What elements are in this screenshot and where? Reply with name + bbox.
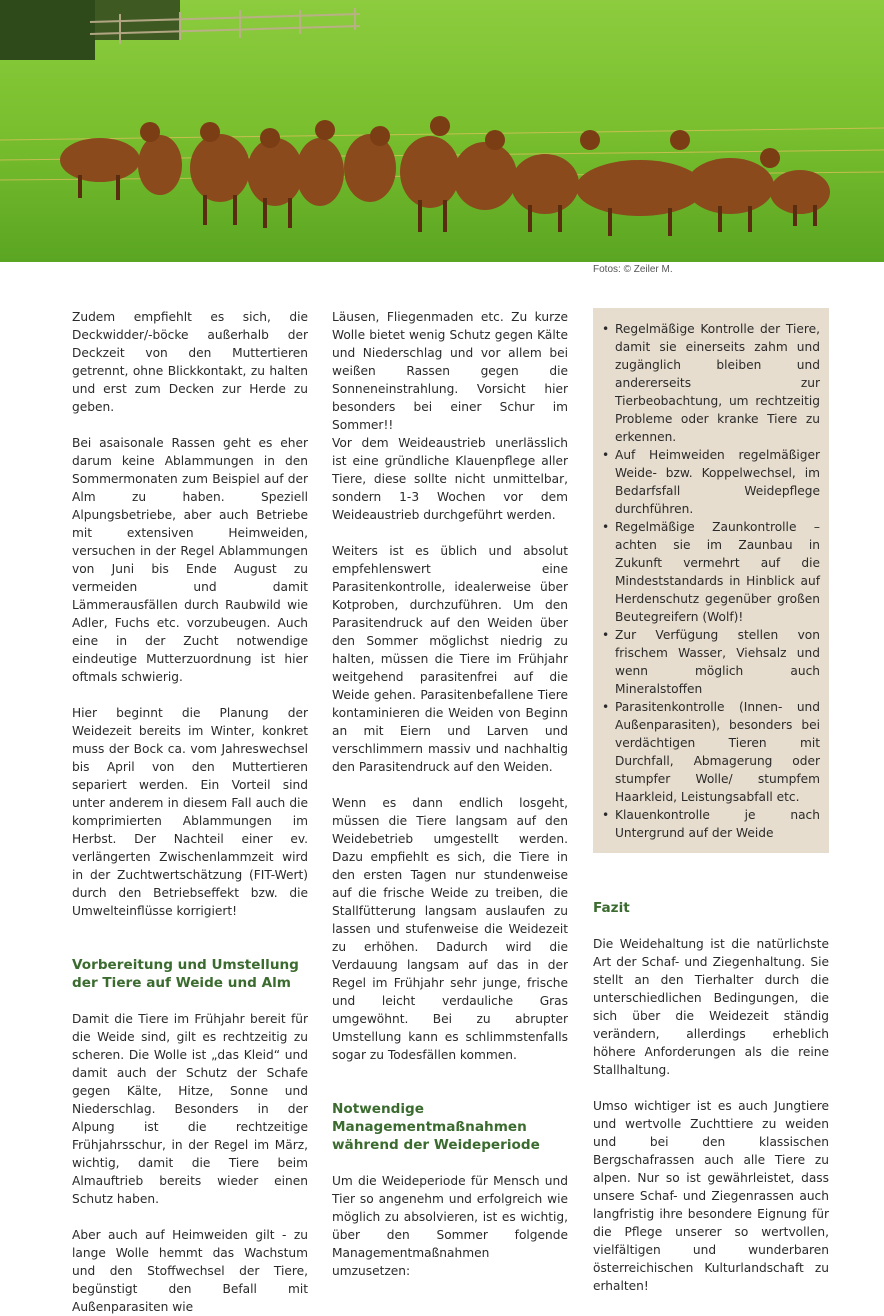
paragraph: Weiters ist es üblich und absolut empfehlenswert eine Parasitenkontrolle, idealerweise über Kotproben, durchzuführen. Um den Parasitendruck auf den Weiden über den Sommer möglichst niedrig zu halten, müssen die Tiere im Frühjahr weitgehend parasitenfrei auf die Weide gehen. Parasitenbefallene Tiere kontaminieren die Weiden von Beginn an mit Eiern und Larven und verschlimmern massiv und nachhaltig den Parasitendruck auf den Weiden. bbox=[332, 544, 568, 774]
photo-credit: Fotos: © Zeiler M. bbox=[593, 264, 673, 275]
list-item: • Zur Verfügung stellen von frischem Wasser, Viehsalz und wenn möglich auch Mineralstoffen bbox=[601, 626, 820, 698]
list-item: • Regelmäßige Zaunkontrolle – achten sie im Zaunbau in Zukunft vermehrt auf die Mindeststandards in Hinblick auf Herdenschutz gegenüber großen Beutegreifern (Wolf)! bbox=[601, 518, 820, 626]
header-photo-goats-on-pasture bbox=[0, 0, 884, 262]
paragraph: Zudem empfiehlt es sich, die Deckwidder/-böcke außerhalb der Deckzeit von den Muttertieren getrennt, ohne Blickkontakt, zu halten und erst zum Decken zur Herde zu geben. bbox=[72, 310, 308, 414]
management-checklist-box bbox=[593, 308, 829, 853]
text-column-1 bbox=[72, 308, 308, 1316]
paragraph: Hier beginnt die Planung der Weidezeit bereits im Winter, konkret muss der Bock ca. vom Jahreswechsel bis April von den Muttertieren separiert werden. Ein Vorteil sind unter anderem in diesem Fall auch die komprimierten Ablammungen im Herbst. Der Nachteil einer ev. verlängerten Zwischenlammzeit wird in der Zuchtwertschätzung (FIT-Wert) durch den Betriebseffekt bzw. die Umwelteinflüsse korrigiert! bbox=[72, 706, 308, 918]
text-column-3 bbox=[593, 308, 829, 1295]
paragraph: Umso wichtiger ist es auch Jungtiere und wertvolle Zuchttiere zu weiden und bei den klassischen Bergschafrassen auch alle Tiere zu alpen. Nur so ist gewährleistet, dass unsere Schaf- und Ziegenrassen auch langfristig ihre besondere Eignung für die Pflege unserer so wertvollen, vielfältigen und wunderbaren österreichischen Kulturlandschaft zu erhalten! bbox=[593, 1099, 829, 1293]
section-heading: Notwendige Managementmaßnahmen während der Weideperiode bbox=[332, 1101, 540, 1153]
list-item: • Regelmäßige Kontrolle der Tiere, damit sie einerseits zahm und zugänglich bleiben und andererseits zur Tierbeobachtung, um rechtzeitig Probleme oder kranke Tiere zu erkennen. bbox=[601, 320, 820, 446]
list-item: • Parasitenkontrolle (Innen- und Außenparasiten), besonders bei verdächtigen Tieren mit Durchfall, Abmagerung oder stumpfer Wolle/ stumpfem Haarkleid, Leistungsabfall etc. bbox=[601, 698, 820, 806]
list-item: • Auf Heimweiden regelmäßiger Weide- bzw. Koppelwechsel, im Bedarfsfall Weidepflege durchführen. bbox=[601, 446, 820, 518]
paragraph: Um die Weideperiode für Mensch und Tier so angenehm und erfolgreich wie möglich zu absolvieren, ist es wichtig, über den Sommer folgende Managementmaßnahmen umzusetzen: bbox=[332, 1174, 568, 1278]
list-item: • Klauenkontrolle je nach Untergrund auf der Weide bbox=[601, 806, 820, 842]
paragraph: Die Weidehaltung ist die natürlichste Art der Schaf- und Ziegenhaltung. Sie stellt an den Tierhalter durch die unterschiedlichen Bedingungen, die sich über die Weidezeit ständig verändern, allerdings erheblich höhere Anforderungen als die reine Stallhaltung. bbox=[593, 937, 829, 1077]
paragraph: Läusen, Fliegenmaden etc. Zu kurze Wolle bietet wenig Schutz gegen Kälte und Niederschlag und vor allem bei weißen Rassen gegen die Sonneneinstrahlung. Vorsicht hier besonders bei einer Schur im Sommer!! bbox=[332, 310, 568, 432]
paragraph: Bei asaisonale Rassen geht es eher darum keine Ablammungen in den Sommermonaten zum Beispiel auf der Alm zu haben. Speziell Alpungsbetriebe, aber auch Betriebe mit extensiven Heimweiden, versuchen in der Regel Ablammungen von Juni bis Ende August zu vermeiden und damit Lämmerausfällen durch Raubwild wie Adler, Fuchs etc. vorzubeugen. Auch eine in der Zucht notwendige eindeutige Mutterzuordnung ist hier oftmals schwierig. bbox=[72, 436, 308, 684]
paragraph: Aber auch auf Heimweiden gilt - zu lange Wolle hemmt das Wachstum und den Stoffwechsel der Tiere, begünstigt den Befall mit Außenparasiten wie bbox=[72, 1228, 308, 1314]
paragraph: Vor dem Weideaustrieb unerlässlich ist eine gründliche Klauenpflege aller Tiere, diese sollte nicht unmittelbar, sondern 1-3 Wochen vor dem Weideaustrieb durchgeführt werden. bbox=[332, 436, 568, 522]
paragraph: Wenn es dann endlich losgeht, müssen die Tiere langsam auf den Weidebetrieb umgestellt werden. Dazu empfiehlt es sich, die Tiere in den ersten Tagen nur stundenweise auf die frische Weide zu treiben, die Stallfütterung langsam auslaufen zu lassen und stufenweise die Weidezeit zu erhöhen. Dadurch wird die Verdauung langsam auf das in der Regel im Frühjahr sehr junge, frische und leicht verdauliche Gras umgewöhnt. Bei zu abrupter Umstellung kann es schlimmstenfalls sogar zu Todesfällen kommen. bbox=[332, 796, 568, 1062]
section-heading: Vorbereitung und Umstellung der Tiere auf Weide und Alm bbox=[72, 957, 299, 991]
paragraph: Damit die Tiere im Frühjahr bereit für die Weide sind, gilt es rechtzeitig zu scheren. Die Wolle ist „das Kleid“ und damit auch der Schutz der Schafe gegen Kälte, Hitze, Sonne und Niederschlag. Besonders in der Alpung ist die rechtzeitige Frühjahrsschur, in der Regel im März, wichtig, damit die Tiere beim Almauftrieb bereits wieder einen Schutz haben. bbox=[72, 1012, 308, 1206]
text-column-2 bbox=[332, 308, 568, 1280]
section-heading-fazit: Fazit bbox=[593, 900, 630, 916]
